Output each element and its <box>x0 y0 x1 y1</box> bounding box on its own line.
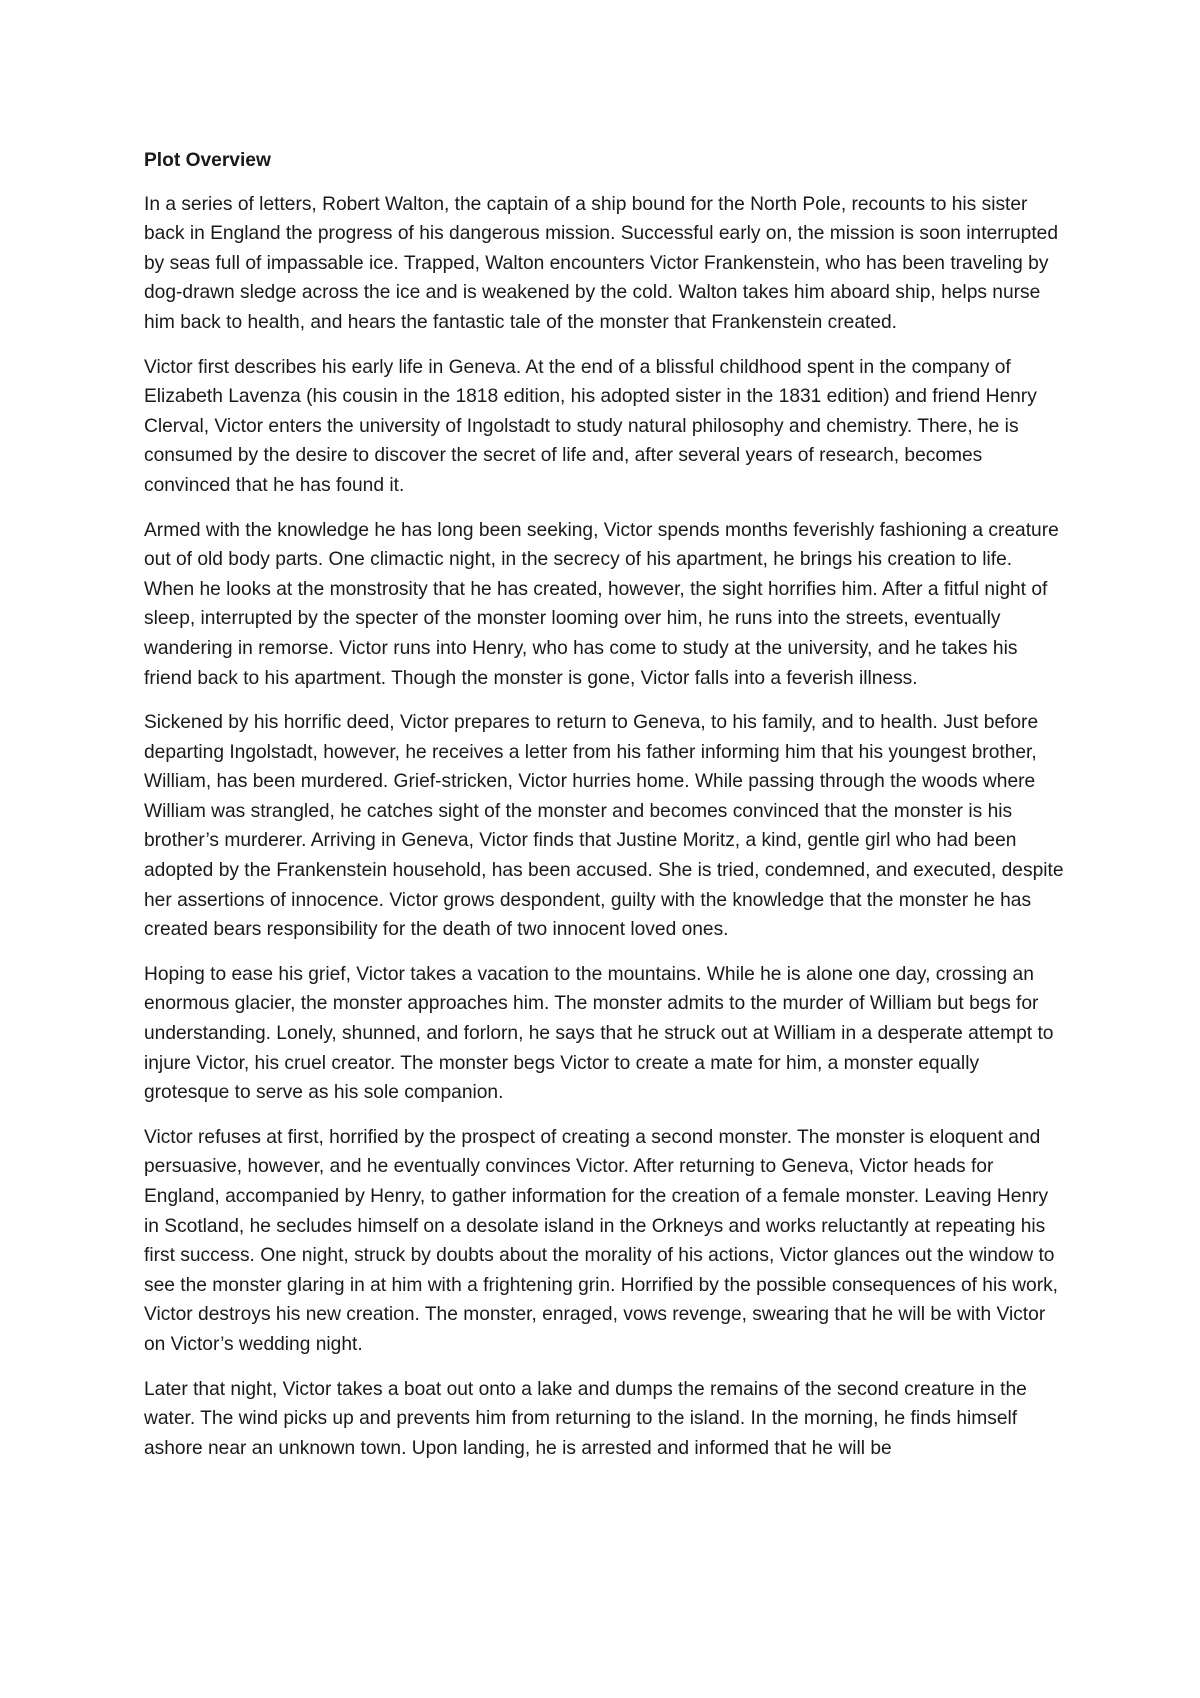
paragraph-6: Victor refuses at first, horrified by the prospect of creating a second monster. The monster is eloquent and persuasive, however, and he eventually convinces Victor. After returning to Geneva, Victor heads for England, accompanied by Henry, to gather information for the creation of a female monster. Leaving Henry in Scotland, he secludes himself on a desolate island in the Orkneys and works reluctantly at repeating his first success. One night, struck by doubts about the morality of his actions, Victor glances out the window to see the monster glaring in at him with a frightening grin. Horrified by the possible consequences of his work, Victor destroys his new creation. The monster, enraged, vows revenge, swearing that he will be with Victor on Victor’s wedding night. <box>144 1126 1059 1355</box>
document-body <box>144 146 1064 1478</box>
paragraph-2: Victor first describes his early life in Geneva. At the end of a blissful childhood spent in the company of Elizabeth Lavenza (his cousin in the 1818 edition, his adopted sister in the 1831 edition) and friend Henry Clerval, Victor enters the university of Ingolstadt to study natural philosophy and chemistry. There, he is consumed by the desire to discover the secret of life and, after several years of research, becomes convinced that he has found it. <box>144 356 1037 496</box>
document-title: Plot Overview <box>144 150 271 171</box>
paragraph-7: Later that night, Victor takes a boat out onto a lake and dumps the remains of the second creature in the water. The wind picks up and prevents him from returning to the island. In the morning, he finds himself ashore near an unknown town. Upon landing, he is arrested and informed that he will be <box>144 1378 1027 1459</box>
paragraph-1: In a series of letters, Robert Walton, the captain of a ship bound for the North Pole, recounts to his sister back in England the progress of his dangerous mission. Successful early on, the mission is soon interrupted by seas full of impassable ice. Trapped, Walton encounters Victor Frankenstein, who has been traveling by dog-drawn sledge across the ice and is weakened by the cold. Walton takes him aboard ship, helps nurse him back to health, and hears the fantastic tale of the monster that Frankenstein created. <box>144 193 1059 333</box>
paragraph-4: Sickened by his horrific deed, Victor prepares to return to Geneva, to his family, and to health. Just before departing Ingolstadt, however, he receives a letter from his father informing him that his youngest brother, William, has been murdered. Grief-stricken, Victor hurries home. While passing through the woods where William was strangled, he catches sight of the monster and becomes convinced that the monster is his brother’s murderer. Arriving in Geneva, Victor finds that Justine Moritz, a kind, gentle girl who had been adopted by the Frankenstein household, has been accused. She is tried, condemned, and executed, despite her assertions of innocence. Victor grows despondent, guilty with the knowledge that the monster he has created bears responsibility for the death of two innocent loved ones. <box>144 712 1064 941</box>
paragraph-5: Hoping to ease his grief, Victor takes a vacation to the mountains. While he is alone one day, crossing an enormous glacier, the monster approaches him. The monster admits to the murder of William but begs for understanding. Lonely, shunned, and forlorn, he says that he struck out at William in a desperate attempt to injure Victor, his cruel creator. The monster begs Victor to create a mate for him, a monster equally grotesque to serve as his sole companion. <box>144 963 1054 1104</box>
paragraph-3: Armed with the knowledge he has long been seeking, Victor spends months feverishly fashioning a creature out of old body parts. One climactic night, in the secrecy of his apartment, he brings his creation to life. When he looks at the monstrosity that he has created, however, the sight horrifies him. After a fitful night of sleep, interrupted by the specter of the monster looming over him, he runs into the streets, eventually wandering in remorse. Victor runs into Henry, who has come to study at the university, and he takes his friend back to his apartment. Though the monster is gone, Victor falls into a feverish illness. <box>144 519 1059 689</box>
